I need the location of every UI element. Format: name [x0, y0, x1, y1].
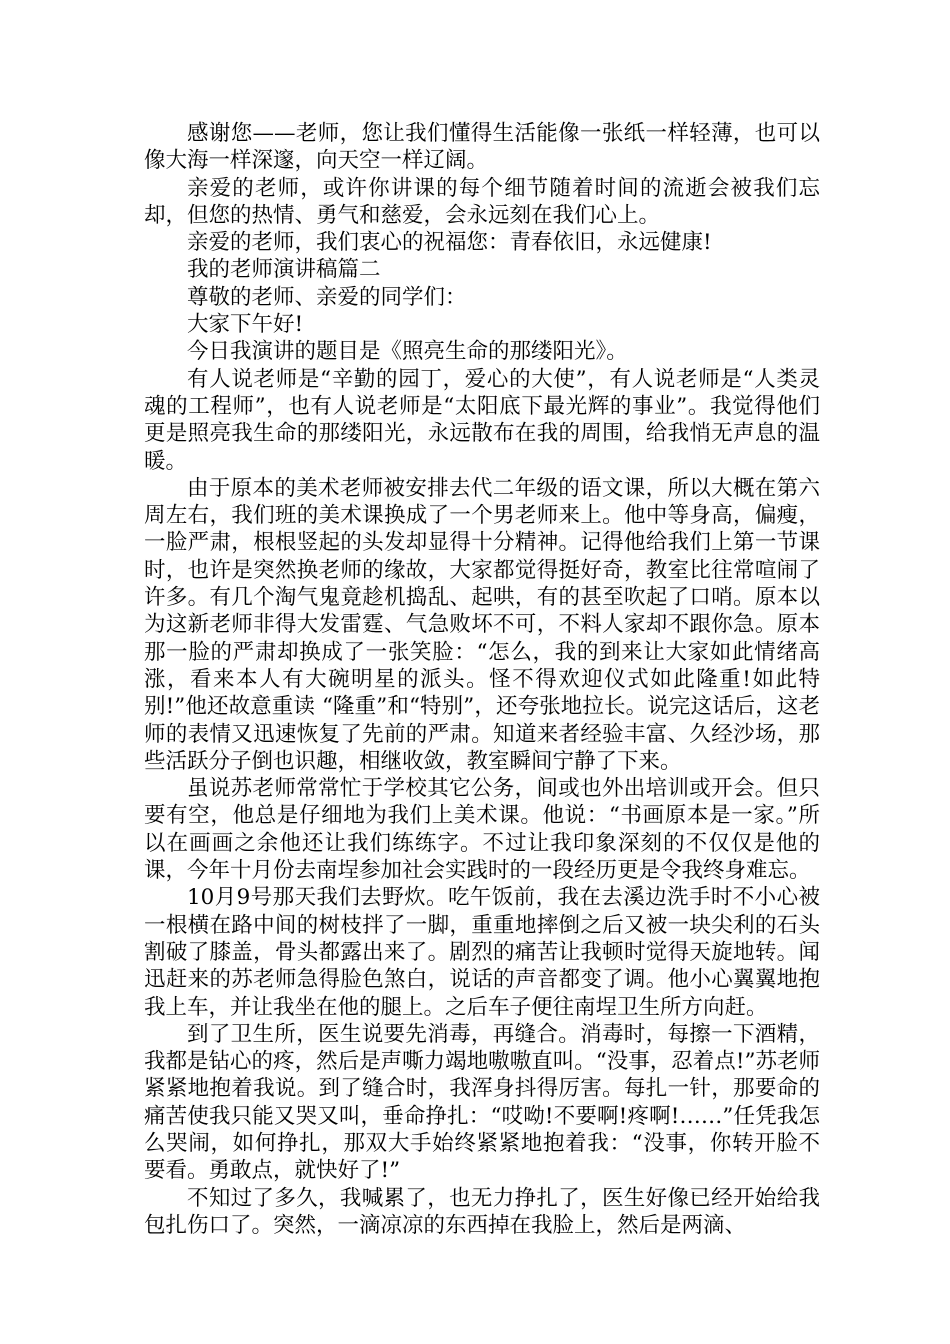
document-body [144, 120, 820, 1239]
greeting: 大家下午好! [187, 312, 304, 338]
paragraph: 虽说苏老师常常忙于学校其它公务，间或也外出培训或开会。但只要有空，他总是仔细地为我们上美术课。他说：“书画原本是一家。”所以在画画之余他还让我们练练字。不过让我印象深刻的不仅仅是他的课，今年十月份去南埕参加社会实践时的一段经历更是令我终身难忘。 [144, 776, 820, 884]
paragraph: 有人说老师是“辛勤的园丁，爱心的大使”，有人说老师是“人类灵魂的工程师”，也有人说老师是“太阳底下最光辉的事业”。我觉得他们更是照亮我生命的那缕阳光，永远散布在我的周围，给我悄无声息的温暖。 [144, 366, 820, 474]
paragraph: 不知过了多久，我喊累了，也无力挣扎了，医生好像已经开始给我包扎伤口了。突然，一滴凉凉的东西掉在我脸上，然后是两滴、 [144, 1185, 820, 1238]
paragraph: 10月9号那天我们去野炊。吃午饭前，我在去溪边洗手时不小心被一根横在路中间的树枝拌了一脚，重重地摔倒之后又被一块尖利的石头割破了膝盖，骨头都露出来了。剧烈的痛苦让我顿时觉得天旋地转。闻迅赶来的苏老师急得脸色煞白，说话的声音都变了调。他小心翼翼地抱我上车，并让我坐在他的腿上。之后车子便往南埕卫生所方向赶。 [144, 885, 820, 1020]
paragraph: 亲爱的老师，我们衷心的祝福您：青春依旧，永远健康! [187, 230, 712, 256]
paragraph: 到了卫生所，医生说要先消毒，再缝合。消毒时，每擦一下酒精，我都是钻心的疼，然后是声嘶力竭地嗷嗷直叫。“没事，忍着点!”苏老师紧紧地抱着我说。到了缝合时，我浑身抖得厉害。每扎一针，那要命的痛苦使我只能又哭又叫，垂命挣扎：“哎呦!不要啊!疼啊!……”任凭我怎么哭闹，如何挣扎，那双大手始终紧紧地抱着我：“没事，你转开脸不要看。勇敢点，就快好了!” [144, 1021, 820, 1184]
section-heading: 我的老师演讲稿篇二 [187, 257, 381, 283]
paragraph: 亲爱的老师，或许你讲课的每个细节随着时间的流逝会被我们忘却，但您的热情、勇气和慈爱，会永远刻在我们心上。 [144, 175, 820, 228]
paragraph: 感谢您——老师，您让我们懂得生活能像一张纸一样轻薄，也可以像大海一样深邃，向天空一样辽阔。 [144, 121, 820, 174]
paragraph: 由于原本的美术老师被安排去代二年级的语文课，所以大概在第六周左右，我们班的美术课换成了一个男老师来上。他中等身高，偏瘦，一脸严肃，根根竖起的头发却显得十分精神。记得他给我们上第一节课时，也许是突然换老师的缘故，大家都觉得挺好奇，教室比往常喧闹了许多。有几个淘气鬼竟趁机捣乱、起哄，有的甚至吹起了口哨。原本以为这新老师非得大发雷霆、气急败坏不可，不料人家却不跟你急。原本那一脸的严肃却换成了一张笑脸：“怎么，我的到来让大家如此情绪高涨，看来本人有大碗明星的派头。怪不得欢迎仪式如此隆重!如此特别!”他还故意重读 “隆重”和“特别”，还夸张地拉长。说完这话后，这老师的表情又迅速恢复了先前的严肃。知道来者经验丰富、久经沙场，那些活跃分子倒也识趣，相继收敛，教室瞬间宁静了下来。 [144, 475, 820, 774]
salutation: 尊敬的老师、亲爱的同学们： [187, 284, 467, 310]
speech-title-line: 今日我演讲的题目是《照亮生命的那缕阳光》。 [187, 339, 628, 365]
